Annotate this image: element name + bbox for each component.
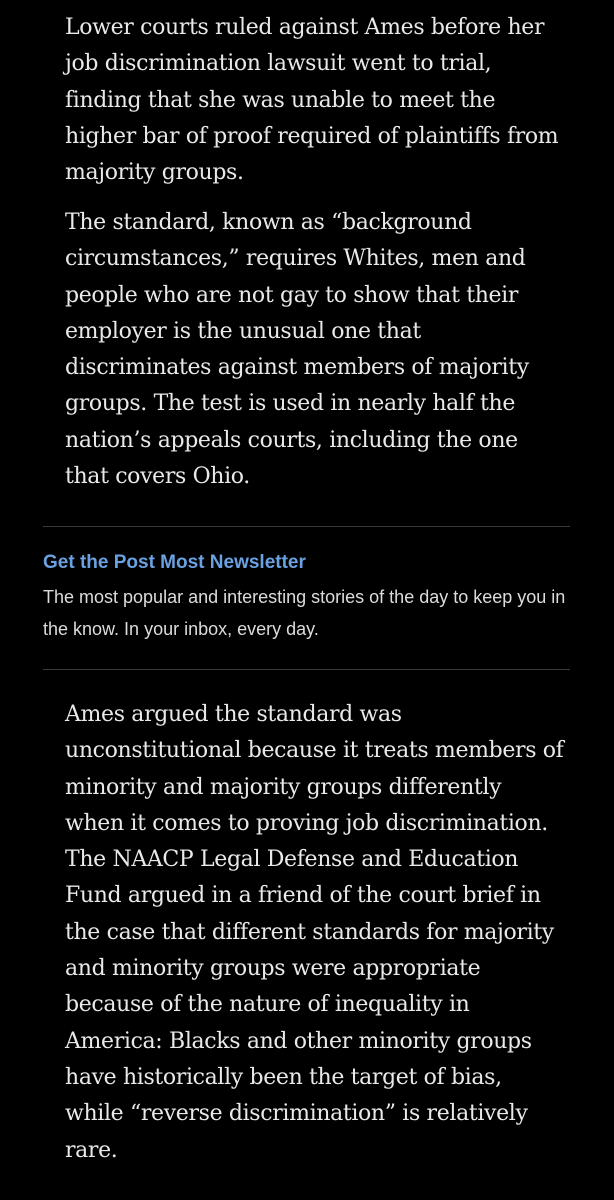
newsletter-description: The most popular and interesting stories of the day to keep you in the know. In your inbox, every day. bbox=[43, 587, 566, 639]
newsletter-promo bbox=[43, 548, 583, 645]
article-paragraph: Lower courts ruled against Ames before her job discrimination lawsuit went to trial, finding that she was unable to meet the higher bar of proof required of plaintiffs from majority groups. bbox=[65, 15, 559, 186]
newsletter-divider-top bbox=[43, 526, 570, 527]
article-paragraph: The standard, known as “background circumstances,” requires Whites, men and people who are not gay to show that their employer is the unusual one that discriminates against members of majority groups. The test is used in nearly half the nation’s appeals courts, including the one that covers Ohio. bbox=[65, 210, 529, 490]
newsletter-signup-link[interactable]: Get the Post Most Newsletter bbox=[43, 552, 306, 573]
newsletter-divider-bottom bbox=[43, 669, 570, 670]
article-paragraph: Ames argued the standard was unconstitutional because it treats members of minority and majority groups differently when it comes to proving job discrimination. The NAACP Legal Defense and Education Fund argued in a friend of the court brief in the case that different standards for majority and minority groups were appropriate because of the nature of inequality in America: Blacks and other minority groups have historically been the target of bias, while “reverse discrimination” is relatively rare. bbox=[65, 702, 564, 1163]
